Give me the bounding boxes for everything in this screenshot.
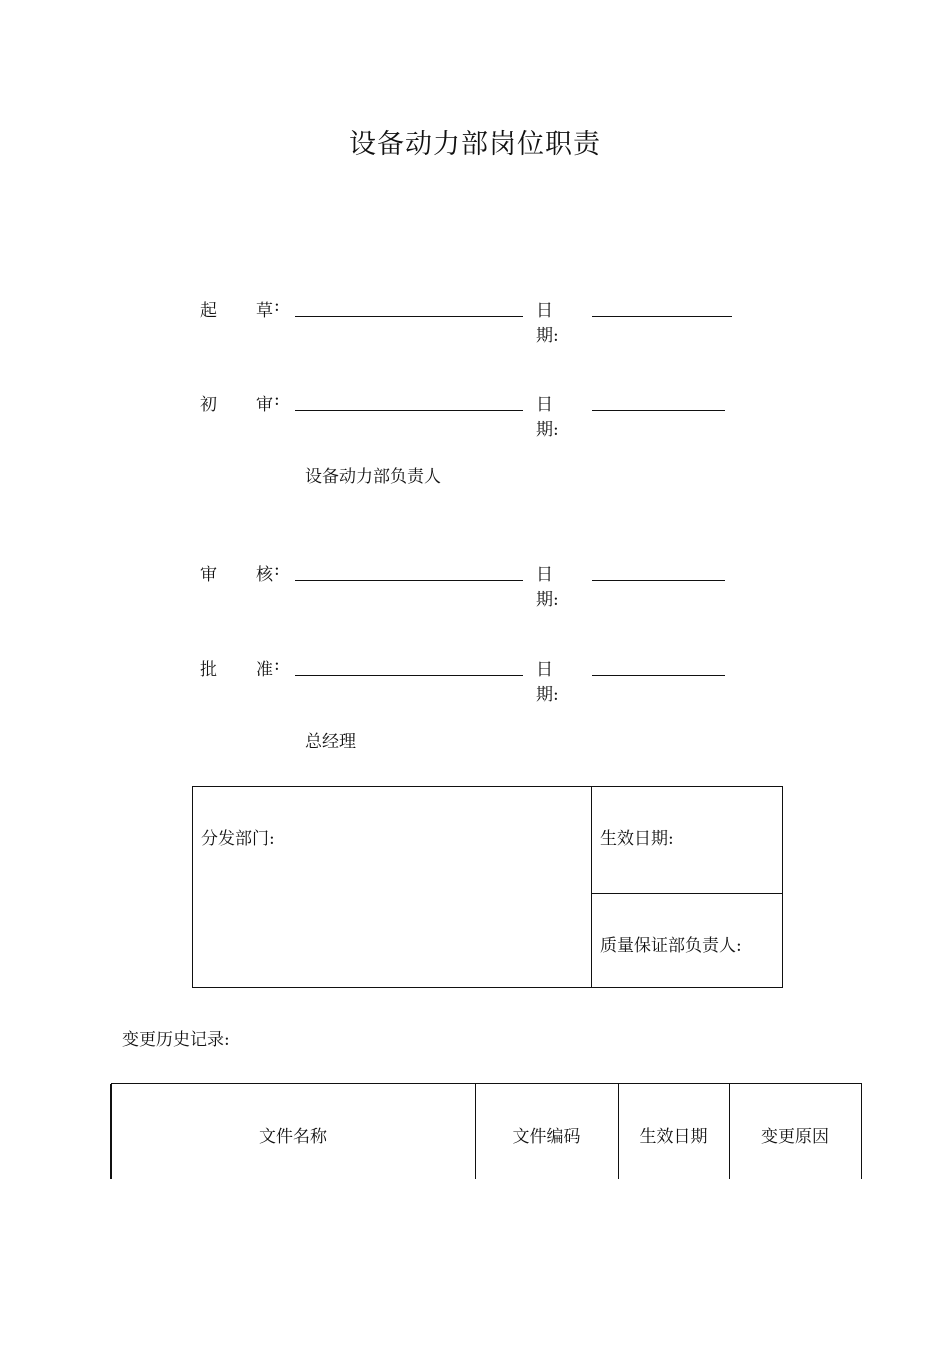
effective-date-label: 生效日期: bbox=[600, 829, 674, 849]
date-label: 日期: bbox=[536, 565, 559, 610]
signature-label-char1: 审 bbox=[200, 565, 217, 585]
column-header-effective-date: 生效日期 bbox=[639, 1127, 708, 1147]
date-label: 日期: bbox=[536, 395, 559, 440]
signature-blank-line[interactable] bbox=[295, 675, 523, 676]
date-label: 日期: bbox=[536, 660, 559, 705]
table-divider bbox=[861, 1084, 862, 1179]
column-header-file-name: 文件名称 bbox=[259, 1127, 327, 1147]
qa-head-label: 质量保证部负责人: bbox=[600, 936, 742, 956]
date-blank-line[interactable] bbox=[592, 410, 725, 411]
table-divider bbox=[591, 787, 592, 987]
signature-label-char2: 审 bbox=[256, 395, 273, 415]
signature-label-char1: 批 bbox=[200, 660, 217, 680]
change-history-label: 变更历史记录: bbox=[122, 1030, 230, 1050]
date-blank-line[interactable] bbox=[592, 675, 725, 676]
date-blank-line[interactable] bbox=[592, 316, 732, 317]
signature-label-char1: 起 bbox=[200, 301, 217, 321]
signature-blank-line[interactable] bbox=[295, 410, 523, 411]
signature-colon: : bbox=[274, 296, 280, 316]
subtitle-dept-head: 设备动力部负责人 bbox=[305, 467, 441, 487]
date-label: 日期: bbox=[536, 301, 559, 346]
signature-label-char2: 核 bbox=[256, 565, 273, 585]
distribution-dept-label: 分发部门: bbox=[201, 829, 275, 849]
table-divider bbox=[591, 893, 782, 894]
page-title: 设备动力部岗位职责 bbox=[349, 129, 601, 160]
distribution-table bbox=[192, 786, 783, 988]
change-history-table bbox=[111, 1083, 862, 1179]
signature-blank-line[interactable] bbox=[295, 316, 523, 317]
column-header-change-reason: 变更原因 bbox=[761, 1127, 829, 1147]
signature-label-char2: 草 bbox=[256, 301, 273, 321]
signature-colon: : bbox=[274, 655, 280, 675]
signature-colon: : bbox=[274, 390, 280, 410]
subtitle-general-manager: 总经理 bbox=[305, 732, 356, 752]
signature-label-char1: 初 bbox=[200, 395, 217, 415]
signature-blank-line[interactable] bbox=[295, 580, 523, 581]
column-header-file-code: 文件编码 bbox=[512, 1127, 581, 1147]
signature-label-char2: 准 bbox=[256, 660, 273, 680]
date-blank-line[interactable] bbox=[592, 580, 725, 581]
signature-colon: : bbox=[274, 560, 280, 580]
